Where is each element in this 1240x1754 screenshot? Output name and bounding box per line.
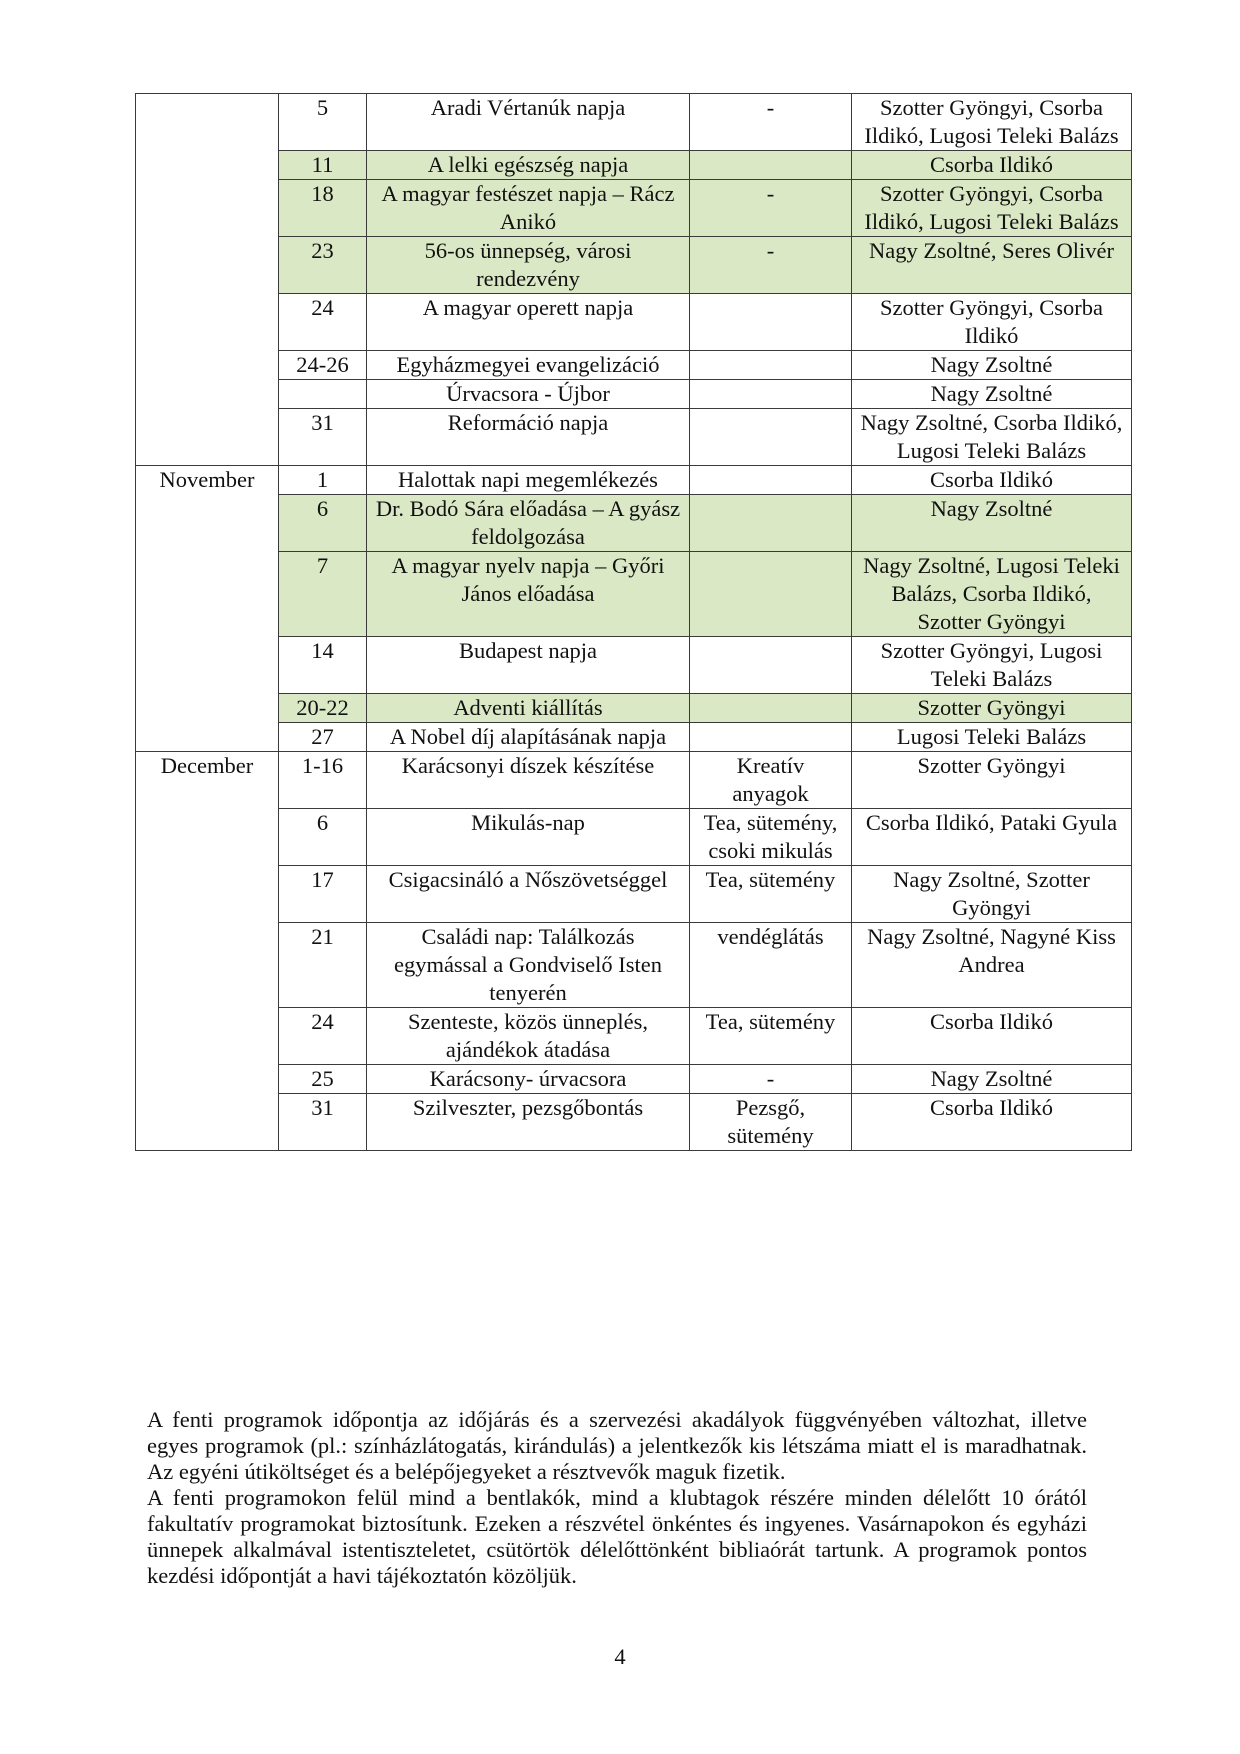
- day-cell: 5: [279, 94, 367, 151]
- event-cell: Családi nap: Találkozás egymással a Gondviselő Isten tenyerén: [367, 923, 690, 1008]
- table-row: [136, 380, 1132, 409]
- day-cell: 11: [279, 151, 367, 180]
- table-row: [136, 409, 1132, 466]
- responsible-cell: Csorba Ildikó: [852, 466, 1132, 495]
- supplies-cell: [690, 294, 852, 351]
- day-cell: 14: [279, 637, 367, 694]
- responsible-cell: Csorba Ildikó: [852, 1094, 1132, 1151]
- footnote: [147, 1407, 1087, 1589]
- supplies-cell: [690, 466, 852, 495]
- supplies-cell: Tea, sütemény, csoki mikulás: [690, 809, 852, 866]
- table-row: [136, 1094, 1132, 1151]
- table-row: [136, 694, 1132, 723]
- table-row: [136, 752, 1132, 809]
- supplies-cell: Tea, sütemény: [690, 1008, 852, 1065]
- day-cell: 31: [279, 1094, 367, 1151]
- day-cell: 25: [279, 1065, 367, 1094]
- table-row: [136, 237, 1132, 294]
- responsible-cell: Szotter Gyöngyi: [852, 694, 1132, 723]
- responsible-cell: Nagy Zsoltné, Nagyné Kiss Andrea: [852, 923, 1132, 1008]
- supplies-cell: -: [690, 1065, 852, 1094]
- event-cell: 56-os ünnepség, városi rendezvény: [367, 237, 690, 294]
- table-row: [136, 151, 1132, 180]
- event-cell: Adventi kiállítás: [367, 694, 690, 723]
- page-number: 4: [614, 1644, 626, 1669]
- supplies-cell: [690, 495, 852, 552]
- responsible-cell: Szotter Gyöngyi, Lugosi Teleki Balázs: [852, 637, 1132, 694]
- responsible-cell: Szotter Gyöngyi, Csorba Ildikó: [852, 294, 1132, 351]
- table-row: [136, 180, 1132, 237]
- supplies-cell: -: [690, 180, 852, 237]
- day-cell: 20-22: [279, 694, 367, 723]
- event-cell: Reformáció napja: [367, 409, 690, 466]
- day-cell: 1-16: [279, 752, 367, 809]
- day-cell: 17: [279, 866, 367, 923]
- table-row: [136, 809, 1132, 866]
- event-cell: Halottak napi megemlékezés: [367, 466, 690, 495]
- supplies-cell: [690, 694, 852, 723]
- event-cell: Budapest napja: [367, 637, 690, 694]
- table-row: [136, 294, 1132, 351]
- supplies-cell: Pezsgő, sütemény: [690, 1094, 852, 1151]
- table-row: [136, 94, 1132, 151]
- event-cell: Dr. Bodó Sára előadása – A gyász feldolgozása: [367, 495, 690, 552]
- day-cell: 24: [279, 1008, 367, 1065]
- table-row: [136, 351, 1132, 380]
- day-cell: 24: [279, 294, 367, 351]
- event-cell: A Nobel díj alapításának napja: [367, 723, 690, 752]
- schedule-table-body: [136, 94, 1132, 1151]
- event-cell: Úrvacsora - Újbor: [367, 380, 690, 409]
- event-cell: A lelki egészség napja: [367, 151, 690, 180]
- day-cell: 24-26: [279, 351, 367, 380]
- responsible-cell: Szotter Gyöngyi, Csorba Ildikó, Lugosi Teleki Balázs: [852, 94, 1132, 151]
- event-cell: Szenteste, közös ünneplés, ajándékok átadása: [367, 1008, 690, 1065]
- responsible-cell: Nagy Zsoltné, Lugosi Teleki Balázs, Csorba Ildikó, Szotter Gyöngyi: [852, 552, 1132, 637]
- event-cell: A magyar nyelv napja – Győri János előadása: [367, 552, 690, 637]
- event-cell: Mikulás-nap: [367, 809, 690, 866]
- table-row: [136, 1065, 1132, 1094]
- day-cell: 6: [279, 809, 367, 866]
- footnote-paragraph-1: A fenti programok időpontja az időjárás és a szervezési akadályok függvényében változhat, illetve egyes programok (pl.: színházlátogatás, kirándulás) a jelentkezők kis létszáma miatt el is maradhatnak. Az egyéni útiköltséget és a belépőjegyeket a résztvevők maguk fizetik.: [147, 1407, 1087, 1484]
- responsible-cell: Szotter Gyöngyi, Csorba Ildikó, Lugosi Teleki Balázs: [852, 180, 1132, 237]
- event-cell: Egyházmegyei evangelizáció: [367, 351, 690, 380]
- supplies-cell: Tea, sütemény: [690, 866, 852, 923]
- month-cell: [136, 94, 279, 466]
- event-cell: Csigacsináló a Nőszövetséggel: [367, 866, 690, 923]
- responsible-cell: Lugosi Teleki Balázs: [852, 723, 1132, 752]
- table-row: [136, 495, 1132, 552]
- responsible-cell: Nagy Zsoltné: [852, 380, 1132, 409]
- day-cell: 6: [279, 495, 367, 552]
- supplies-cell: [690, 351, 852, 380]
- responsible-cell: Csorba Ildikó: [852, 151, 1132, 180]
- event-cell: A magyar operett napja: [367, 294, 690, 351]
- supplies-cell: [690, 380, 852, 409]
- day-cell: 31: [279, 409, 367, 466]
- supplies-cell: [690, 723, 852, 752]
- responsible-cell: Nagy Zsoltné: [852, 1065, 1132, 1094]
- supplies-cell: -: [690, 237, 852, 294]
- event-cell: Szilveszter, pezsgőbontás: [367, 1094, 690, 1151]
- responsible-cell: Nagy Zsoltné, Csorba Ildikó, Lugosi Teleki Balázs: [852, 409, 1132, 466]
- day-cell: 1: [279, 466, 367, 495]
- responsible-cell: Szotter Gyöngyi: [852, 752, 1132, 809]
- table-row: [136, 1008, 1132, 1065]
- event-cell: A magyar festészet napja – Rácz Anikó: [367, 180, 690, 237]
- schedule-table: [135, 93, 1132, 1151]
- responsible-cell: Nagy Zsoltné, Szotter Gyöngyi: [852, 866, 1132, 923]
- day-cell: 23: [279, 237, 367, 294]
- month-cell: November: [136, 466, 279, 752]
- responsible-cell: Csorba Ildikó, Pataki Gyula: [852, 809, 1132, 866]
- supplies-cell: [690, 637, 852, 694]
- supplies-cell: Kreatív anyagok: [690, 752, 852, 809]
- responsible-cell: Nagy Zsoltné: [852, 351, 1132, 380]
- footnote-paragraph-2: A fenti programokon felül mind a bentlakók, mind a klubtagok részére minden délelőtt 10 órától fakultatív programokat biztosítunk. Ezeken a részvétel önkéntes és ingyenes. Vasárnapokon és egyházi ünnepek alkalmával istentiszteletet, csütörtök délelőttönként bibliaórát tartunk. A programok pontos kezdési időpontját a havi tájékoztatón közöljük.: [147, 1485, 1087, 1588]
- table-row: [136, 466, 1132, 495]
- table-row: [136, 723, 1132, 752]
- supplies-cell: [690, 151, 852, 180]
- day-cell: 18: [279, 180, 367, 237]
- responsible-cell: Csorba Ildikó: [852, 1008, 1132, 1065]
- day-cell: [279, 380, 367, 409]
- table-row: [136, 637, 1132, 694]
- event-cell: Karácsony- úrvacsora: [367, 1065, 690, 1094]
- responsible-cell: Nagy Zsoltné, Seres Olivér: [852, 237, 1132, 294]
- event-cell: Aradi Vértanúk napja: [367, 94, 690, 151]
- responsible-cell: Nagy Zsoltné: [852, 495, 1132, 552]
- table-row: [136, 923, 1132, 1008]
- table-row: [136, 552, 1132, 637]
- day-cell: 21: [279, 923, 367, 1008]
- supplies-cell: -: [690, 94, 852, 151]
- month-cell: December: [136, 752, 279, 1151]
- supplies-cell: [690, 552, 852, 637]
- day-cell: 27: [279, 723, 367, 752]
- supplies-cell: vendéglátás: [690, 923, 852, 1008]
- supplies-cell: [690, 409, 852, 466]
- event-cell: Karácsonyi díszek készítése: [367, 752, 690, 809]
- day-cell: 7: [279, 552, 367, 637]
- table-row: [136, 866, 1132, 923]
